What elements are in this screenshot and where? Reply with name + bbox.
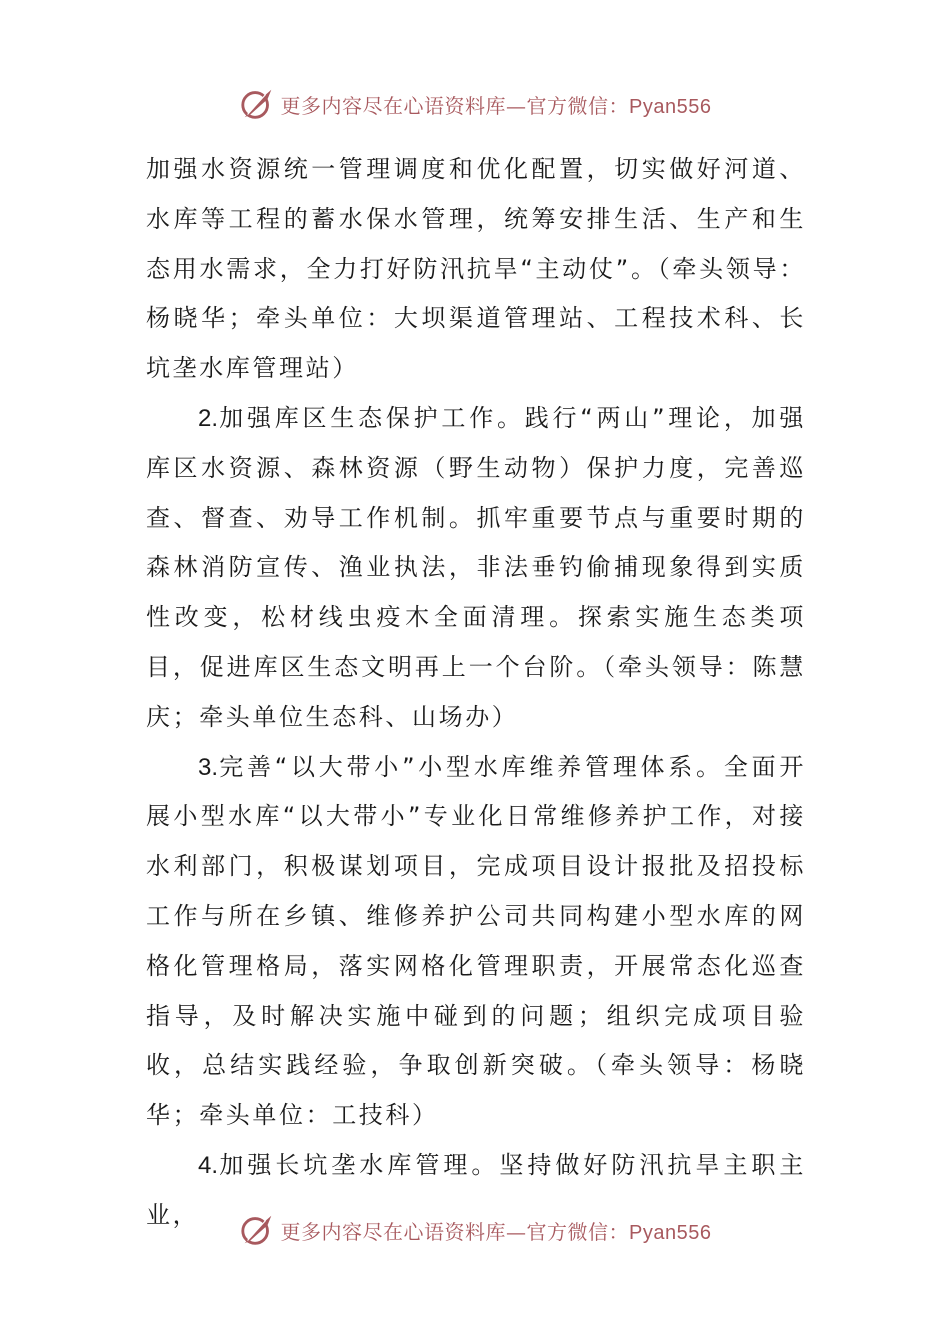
- header-banner-text: 更多内容尽在心语资料库—官方微信：Pyan556: [280, 93, 712, 118]
- paragraph-text: 加强长坑垄水库管理。坚持做好防汛抗旱主职主业，: [146, 1150, 806, 1229]
- quill-logo-icon: [239, 85, 277, 123]
- item-number: 2.: [198, 404, 219, 432]
- document-body: [146, 145, 806, 1241]
- item-number: 4.: [198, 1151, 219, 1179]
- footer-banner-text: 更多内容尽在心语资料库—官方微信：Pyan556: [280, 1219, 712, 1244]
- footer-banner: [0, 1208, 950, 1252]
- paragraph-1: 加强水资源统一管理调度和优化配置，切实做好河道、水库等工程的蓄水保水管理，统筹安排生活、生产和生态用水需求，全力打好防汛抗旱“主动仗”。（牵头领导：杨晓华；牵头单位：大坝渠道管理站、工程技术科、长坑垄水库管理站）: [146, 155, 806, 383]
- item-number: 3.: [198, 753, 219, 781]
- paragraph-text: 完善“以大带小”小型水库维养管理体系。全面开展小型水库“以大带小”专业化日常维修养护工作，对接水利部门，积极谋划项目，完成项目设计报批及招投标工作与所在乡镇、维修养护公司共同构建小型水库的网格化管理格局，落实网格化管理职责，开展常态化巡查指导，及时解决实施中碰到的问题；组织完成项目验收，总结实践经验，争取创新突破。（牵头领导：杨晓华；牵头单位：工技科）: [146, 752, 806, 1130]
- wechat-id: Pyan556: [629, 95, 712, 118]
- paragraph-2: [146, 394, 806, 743]
- paragraph-3: [146, 743, 806, 1141]
- paragraph-text: 加强库区生态保护工作。践行“两山”理论，加强库区水资源、森林资源（野生动物）保护力度，完善巡查、督查、劝导工作机制。抓牢重要节点与重要时期的森林消防宣传、渔业执法，非法垂钓偷捕现象得到实质性改变，松材线虫疫木全面清理。探索实施生态类项目，促进库区生态文明再上一个台阶。（牵头领导：陈慧庆；牵头单位生态科、山场办）: [146, 403, 806, 731]
- wechat-id: Pyan556: [629, 1221, 712, 1244]
- quill-logo-icon: [239, 1211, 277, 1249]
- header-banner: [0, 82, 950, 126]
